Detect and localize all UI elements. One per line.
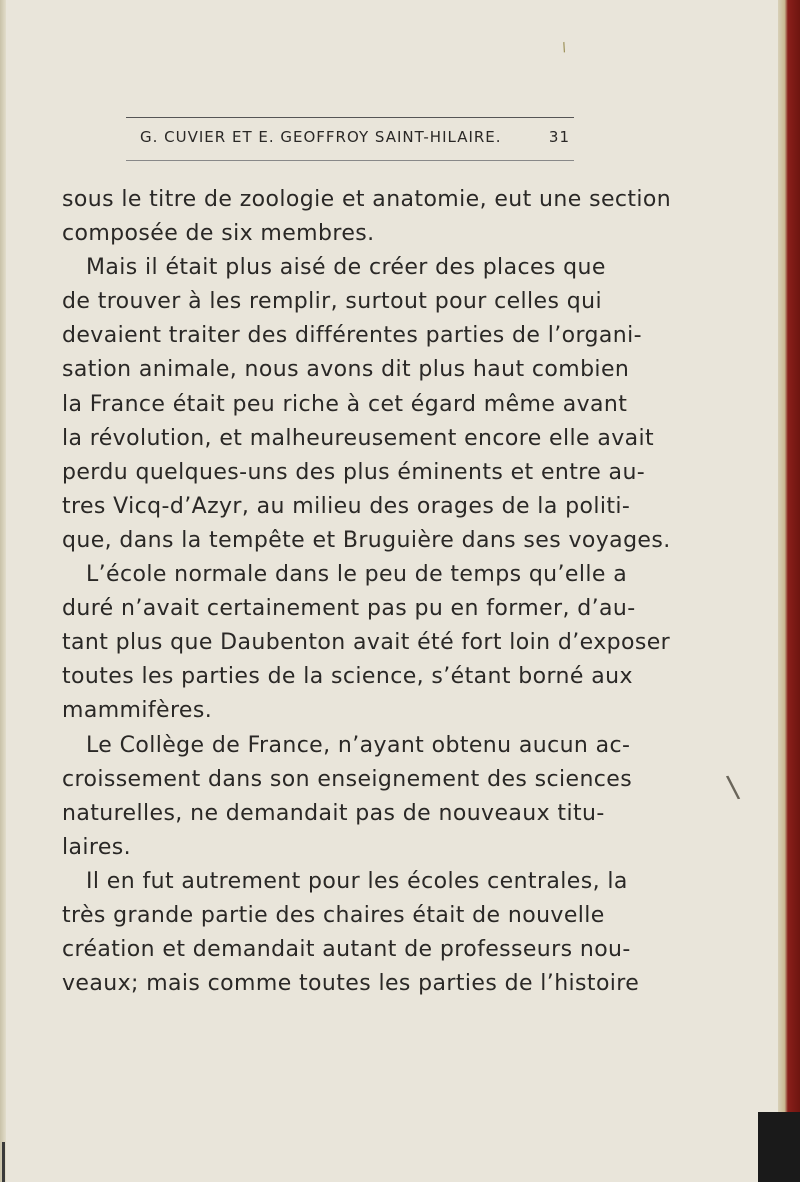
text-line: croissement dans son enseignement des sciences: [62, 766, 633, 792]
text-line: la France était peu riche à cet égard même avant: [62, 391, 628, 417]
text-line: Mais il était plus aisé de créer des places que: [86, 255, 606, 281]
text-line: L’école normale dans le peu de temps qu’elle a: [86, 562, 628, 588]
text-line: veaux; mais comme toutes les parties de l’histoire: [62, 971, 640, 997]
ink-mark: /: [559, 39, 569, 55]
page-number: 31: [548, 128, 570, 146]
body-text: [62, 183, 672, 1001]
text-line: que, dans la tempête et Bruguière dans ses voyages.: [62, 527, 671, 553]
running-head-authors: G. CUVIER ET E. GEOFFROY SAINT-HILAIRE.: [140, 128, 502, 146]
text-line: Le Collège de France, n’ayant obtenu aucun ac-: [86, 732, 631, 758]
text-line: tant plus que Daubenton avait été fort loin d’exposer: [62, 630, 671, 656]
text-line: composée de six membres.: [62, 221, 375, 247]
pencil-mark: \: [725, 769, 742, 806]
text-line: sation animale, nous avons dit plus haut combien: [62, 357, 630, 383]
text-line: Il en fut autrement pour les écoles centrales, la: [86, 868, 628, 894]
running-head: [140, 128, 570, 146]
text-line: devaient traiter des différentes parties de l’organi-: [62, 323, 642, 349]
text-line: perdu quelques-uns des plus éminents et entre au-: [62, 459, 646, 485]
text-line: la révolution, et malheureusement encore elle avait: [62, 425, 655, 451]
text-line: toutes les parties de la science, s’étant borné aux: [62, 664, 633, 690]
book-binding-edge: [778, 0, 800, 1182]
text-line: duré n’avait certainement pas pu en former, d’au-: [62, 596, 636, 622]
text-line: sous le titre de zoologie et anatomie, eut une section: [62, 187, 672, 212]
header-rule-bottom: [126, 160, 574, 161]
text-line: très grande partie des chaires était de nouvelle: [62, 902, 605, 928]
text-line: mammifères.: [62, 698, 213, 724]
text-line: naturelles, ne demandait pas de nouveaux titu-: [62, 800, 605, 826]
text-line: création et demandait autant de professeurs nou-: [62, 937, 631, 963]
text-line: de trouver à les remplir, surtout pour celles qui: [62, 289, 602, 315]
text-line: tres Vicq-d’Azyr, au milieu des orages de la politi-: [62, 493, 631, 519]
text-line: laires.: [62, 834, 132, 860]
header-rule-top: [126, 117, 574, 118]
